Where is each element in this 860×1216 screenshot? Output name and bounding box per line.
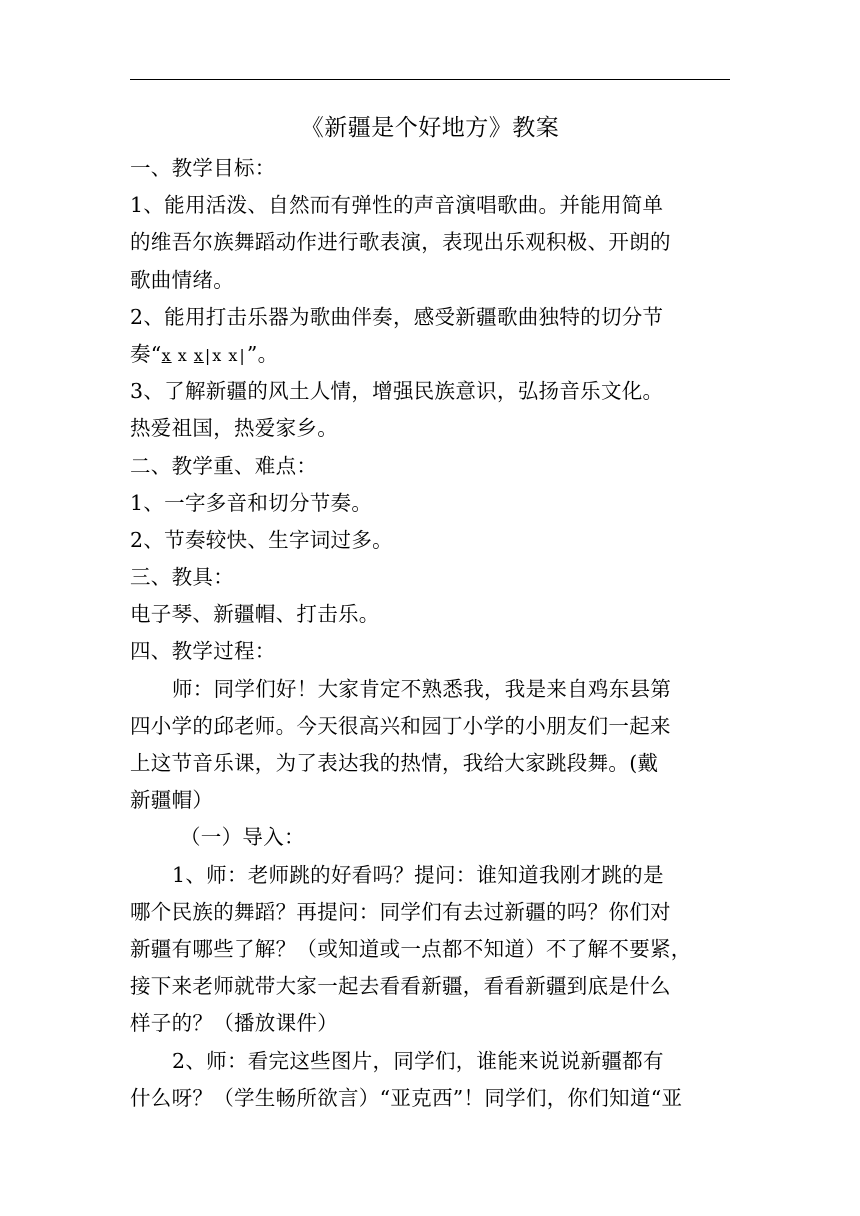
paragraph-line: 新疆有哪些了解？（或知道或一点都不知道）不了解不要紧，	[130, 936, 692, 961]
rhythm-note: x	[161, 345, 172, 365]
paragraph-line: 的维吾尔族舞蹈动作进行歌表演，表现出乐观积极、开朗的	[130, 230, 671, 255]
rhythm-barline: |	[204, 345, 212, 365]
paragraph-line: 新疆帽）	[130, 788, 214, 813]
paragraph-line: 电子琴、新疆帽、打击乐。	[130, 602, 380, 627]
section-heading-process: 四、教学过程：	[130, 639, 276, 664]
paragraph-line: 2、能用打击乐器为歌曲伴奏，感受新疆歌曲独特的切分节	[130, 304, 664, 329]
paragraph-line: 师：同学们好！大家肯定不熟悉我，我是来自鸡东县第	[172, 676, 672, 701]
rhythm-notation	[162, 346, 247, 365]
paragraph-line: 四小学的邱老师。今天很高兴和园丁小学的小朋友们一起来	[130, 713, 671, 738]
rhythm-barline: |	[239, 345, 246, 365]
section-heading-difficulties: 二、教学重、难点：	[130, 453, 318, 478]
rhythm-prefix: 奏“	[130, 341, 162, 366]
section-heading-materials: 三、教具：	[130, 565, 234, 590]
paragraph-line: 2、节奏较快、生字词过多。	[130, 527, 393, 552]
paragraph-line: 样子的？（播放课件）	[130, 1011, 338, 1036]
document-body	[130, 106, 730, 1117]
rhythm-suffix: ”。	[246, 341, 279, 366]
paragraph-line: 什么呀？（学生畅所欲言）“亚克西”！同学们，你们知道“亚	[130, 1085, 683, 1110]
paragraph-line: 热爱祖国，热爱家乡。	[130, 416, 338, 441]
rhythm-note: x	[212, 345, 223, 365]
document-title: 《新疆是个好地方》教案	[300, 115, 560, 141]
paragraph-line: 接下来老师就带大家一起去看看新疆，看看新疆到底是什么	[130, 974, 671, 999]
header-rule	[130, 79, 730, 80]
paragraph-line: 1、一字多音和切分节奏。	[130, 490, 373, 515]
paragraph-line: 哪个民族的舞蹈？再提问：同学们有去过新疆的吗？你们对	[130, 899, 671, 924]
rhythm-note: x	[193, 345, 204, 365]
paragraph-line: 1、师：老师跳的好看吗？提问：谁知道我刚才跳的是	[172, 862, 664, 887]
paragraph-line: 1、能用活泼、自然而有弹性的声音演唱歌曲。并能用简单	[130, 193, 664, 218]
rhythm-note: x	[228, 345, 239, 365]
paragraph-line: 歌曲情绪。	[130, 267, 234, 292]
paragraph-line: 2、师：看完这些图片，同学们，谁能来说说新疆都有	[172, 1048, 664, 1073]
paragraph-line: 3、了解新疆的风土人情，增强民族意识，弘扬音乐文化。	[130, 379, 664, 404]
subsection-heading-intro: （一）导入：	[180, 825, 305, 850]
rhythm-note: x	[177, 345, 188, 365]
paragraph-line: 上这节音乐课，为了表达我的热情，我给大家跳段舞。(戴	[130, 751, 659, 775]
rhythm-line	[130, 336, 730, 373]
section-heading-objectives: 一、教学目标：	[130, 156, 276, 180]
